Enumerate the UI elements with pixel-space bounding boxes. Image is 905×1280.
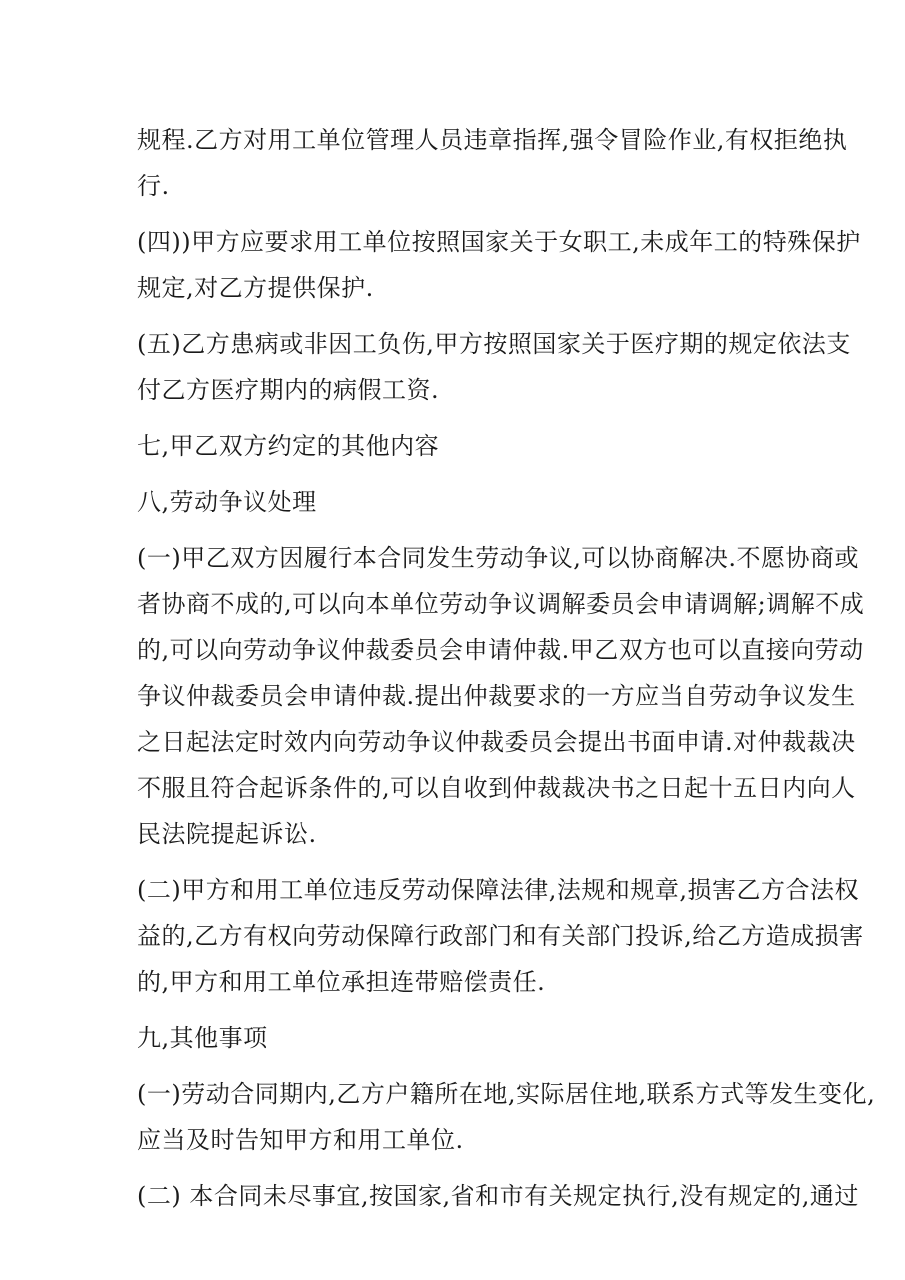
text-line: (一)甲乙双方因履行本合同发生劳动争议,可以协商解决.不愿协商或 bbox=[137, 544, 859, 572]
text-line: 者协商不成的,可以向本单位劳动争议调解委员会申请调解;调解不成 bbox=[137, 590, 865, 618]
text-line: (二) 本合同未尽事宜,按国家,省和市有关规定执行,没有规定的,通过 bbox=[137, 1182, 859, 1210]
text-line: 益的,乙方有权向劳动保障行政部门和有关部门投诉,给乙方造成损害 bbox=[137, 922, 864, 950]
text-line: (二)甲方和用工单位违反劳动保障法律,法规和规章,损害乙方合法权 bbox=[137, 876, 859, 904]
section-heading-9 bbox=[137, 1015, 805, 1061]
text-line: 应当及时告知甲方和用工单位. bbox=[137, 1126, 464, 1154]
paragraph-dispute-item-1 bbox=[137, 535, 865, 857]
text-line: 规程.乙方对用工单位管理人员违章指挥,强令冒险作业,有权拒绝执 bbox=[137, 126, 848, 154]
text-line: (一)劳动合同期内,乙方户籍所在地,实际居住地,联系方式等发生变化, bbox=[137, 1080, 876, 1108]
paragraph-other-item-2 bbox=[137, 1173, 859, 1219]
text-line: 之日起法定时效内向劳动争议仲裁委员会提出书面申请.对仲裁裁决 bbox=[137, 728, 856, 756]
text-line: 民法院提起诉讼. bbox=[137, 820, 317, 848]
text-line: 付乙方医疗期内的病假工资. bbox=[137, 376, 440, 404]
section-heading: 八,劳动争议处理 bbox=[137, 488, 317, 516]
section-heading: 九,其他事项 bbox=[137, 1024, 268, 1052]
section-heading-8 bbox=[137, 479, 805, 525]
paragraph-dispute-item-2 bbox=[137, 867, 864, 1005]
text-line: 的,可以向劳动争议仲裁委员会申请仲裁.甲乙双方也可以直接向劳动 bbox=[137, 636, 864, 664]
paragraph-item-5-sick-leave bbox=[137, 321, 851, 413]
section-heading: 七,甲乙双方约定的其他内容 bbox=[137, 432, 440, 460]
text-line: (四))甲方应要求用工单位按照国家关于女职工,未成年工的特殊保护 bbox=[137, 228, 861, 256]
text-line: 行. bbox=[137, 172, 170, 200]
text-line: 争议仲裁委员会申请仲裁.提出仲裁要求的一方应当自劳动争议发生 bbox=[137, 682, 856, 710]
text-line: 不服且符合起诉条件的,可以自收到仲裁裁决书之日起十五日内向人 bbox=[137, 774, 856, 802]
text-line: 规定,对乙方提供保护. bbox=[137, 274, 374, 302]
text-line: 的,甲方和用工单位承担连带赔偿责任. bbox=[137, 968, 546, 996]
paragraph-safety-rules bbox=[137, 117, 848, 209]
paragraph-other-item-1 bbox=[137, 1071, 876, 1163]
section-heading-7 bbox=[137, 423, 805, 469]
text-line: (五)乙方患病或非因工负伤,甲方按照国家关于医疗期的规定依法支 bbox=[137, 330, 851, 358]
paragraph-item-4-female-minor-protection bbox=[137, 219, 861, 311]
